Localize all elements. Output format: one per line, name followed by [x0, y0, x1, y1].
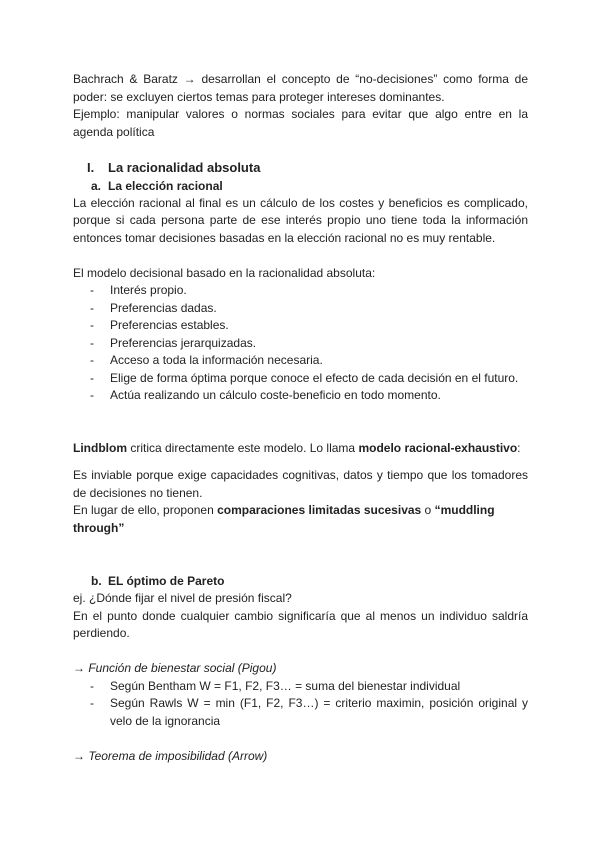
- muddling-term: “muddling through”: [73, 503, 495, 535]
- list-item: [73, 695, 528, 730]
- list-item: [73, 282, 528, 300]
- comparaciones-term: comparaciones limitadas sucesivas: [217, 503, 422, 517]
- dash-bullet: -: [90, 335, 94, 350]
- list-item: [73, 300, 528, 318]
- dash-bullet: -: [90, 318, 94, 332]
- pareto-question: ej. ¿Dónde fijar el nivel de presión fiscal?: [73, 591, 292, 605]
- list-item: [73, 317, 528, 335]
- bachrach-paragraph: Bachrach & Baratz → desarrollan el concepto de “no-decisiones” como forma de poder: se excluyen ciertos temas para proteger intereses dominantes.: [73, 72, 528, 104]
- bienestar-list: [73, 678, 528, 731]
- dash-bullet: -: [90, 283, 94, 297]
- section-heading-1: [87, 159, 528, 177]
- subsection-heading-a: [91, 177, 528, 195]
- subsection-number: a.: [91, 178, 102, 193]
- list-item-text: Preferencias jerarquizadas.: [110, 335, 257, 350]
- list-item: [73, 387, 528, 405]
- list-item-text: Elige de forma óptima porque conoce el efecto de cada decisión en el futuro.: [110, 370, 519, 385]
- list-item-text: Preferencias dadas.: [110, 300, 217, 315]
- list-item-text: Preferencias estables.: [110, 318, 229, 332]
- dash-bullet: -: [90, 370, 94, 385]
- pareto-answer: En el punto donde cualquier cambio significaría que al menos un individuo saldría perdiendo.: [73, 608, 528, 640]
- list-item-text: Acceso a toda la información necesaria.: [110, 353, 323, 367]
- ejemplo-paragraph: Ejemplo: manipular valores o normas sociales para evitar que algo entre en la agenda política: [73, 107, 528, 139]
- list-item: [73, 352, 528, 370]
- subsection-title: La elección racional: [108, 178, 223, 193]
- modelo-racional-term: modelo racional-exhaustivo: [358, 440, 518, 455]
- lindblom-name: Lindblom: [73, 440, 127, 455]
- subsection-heading-b: [91, 572, 528, 590]
- list-item-text: Actúa realizando un cálculo coste-beneficio en todo momento.: [110, 388, 441, 402]
- or-text: o: [421, 503, 435, 517]
- modelo-list: [73, 282, 528, 405]
- lindblom-text: critica directamente este modelo. Lo llama: [127, 440, 359, 455]
- dash-bullet: -: [90, 388, 94, 402]
- lindblom-paragraph: [73, 440, 528, 458]
- list-item: [73, 678, 528, 696]
- modelo-list-intro: El modelo decisional basado en la racionalidad absoluta:: [73, 265, 376, 280]
- dash-bullet: -: [90, 353, 94, 367]
- section-title: La racionalidad absoluta: [108, 159, 261, 175]
- subsection-title: EL óptimo de Pareto: [108, 574, 225, 588]
- dash-bullet: -: [90, 696, 94, 710]
- bienestar-heading: → Función de bienestar social (Pigou): [73, 661, 277, 675]
- section-number: I.: [87, 159, 95, 175]
- arrow-heading: → Teorema de imposibilidad (Arrow): [73, 748, 268, 763]
- muddling-paragraph: [73, 502, 528, 537]
- list-item: [73, 335, 528, 353]
- list-item-text: Según Rawls W = min (F1, F2, F3…) = criterio maximin, posición original y velo de la ignorancia: [110, 696, 528, 728]
- list-item-text: Interés propio.: [110, 283, 187, 297]
- dash-bullet: -: [90, 300, 94, 315]
- list-item: [73, 370, 528, 388]
- muddling-text: En lugar de ello, proponen: [73, 503, 218, 517]
- lindblom-colon: :: [517, 440, 521, 455]
- inviable-paragraph: Es inviable porque exige capacidades cognitivas, datos y tiempo que los tomadores de decisiones no tienen.: [73, 468, 528, 500]
- subsection-number: b.: [91, 574, 102, 588]
- document-page: [73, 71, 528, 765]
- list-item-text: Según Bentham W = F1, F2, F3… = suma del bienestar individual: [110, 678, 461, 693]
- dash-bullet: -: [90, 678, 94, 693]
- eleccion-racional-paragraph: La elección racional al final es un cálculo de los costes y beneficios es complicado, porque si cada persona parte de ese interés propio uno tiene toda la información entonces tomar decisiones basadas en la elección racional no es muy rentable.: [73, 195, 528, 245]
